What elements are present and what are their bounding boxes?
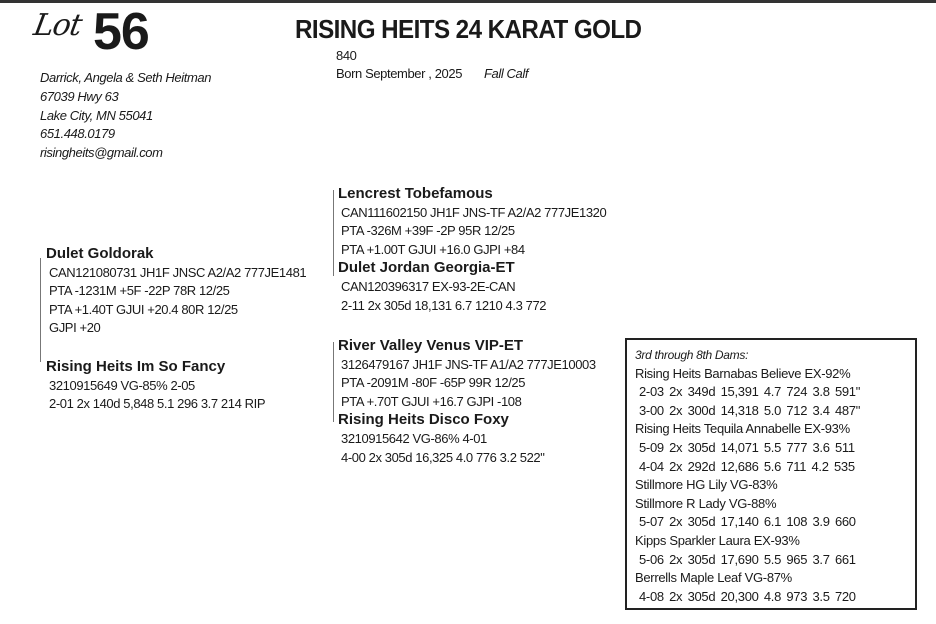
consignor-name: Darrick, Angela & Seth Heitman xyxy=(40,70,212,85)
dam-record-line: 5-06 2x 305d 17,690 5.5 965 3.7 661 xyxy=(639,551,856,567)
consignor-phone: 651.448.0179 xyxy=(40,126,115,142)
dam-line: 3210915649 VG-85% 2-05 xyxy=(49,377,195,393)
sire-sire-line: PTA -326M +39F -2P 95R 12/25 xyxy=(341,223,515,239)
dam-record-line: 5-07 2x 305d 17,140 6.1 108 3.9 660 xyxy=(639,514,856,530)
sire-sire-line: PTA +1.00T GJUI +16.0 GJPI +84 xyxy=(341,241,525,257)
sire-line: PTA -1231M +5F -22P 78R 12/25 xyxy=(49,283,230,299)
dam-name: Berrells Maple Leaf VG-87% xyxy=(635,570,792,586)
animal-title: RISING HEITS 24 KARAT GOLD xyxy=(295,14,642,44)
sire-dam-line: 2-11 2x 305d 18,131 6.7 1210 4.3 772 xyxy=(341,297,547,313)
dam-sire-line: PTA +.70T GJUI +16.7 GJPI -108 xyxy=(341,393,522,409)
consignor-city: Lake City, MN 55041 xyxy=(40,107,153,123)
dam-name: Stillmore R Lady VG-88% xyxy=(635,495,777,511)
dam-sire-name: River Valley Venus VIP-ET xyxy=(338,337,524,354)
sire-sire-block xyxy=(338,185,606,315)
consignor-address: 67039 Hwy 63 xyxy=(40,88,119,104)
dam-line: 2-01 2x 140d 5,848 5.1 296 3.7 214 RIP xyxy=(49,396,266,412)
animal-id: 840 xyxy=(336,48,357,63)
sire-line: GJPI +20 xyxy=(49,320,101,336)
sire-sire-name: Lencrest Tobefamous xyxy=(338,185,493,202)
calf-class: Fall Calf xyxy=(484,66,529,81)
consignor-email[interactable]: risingheits@gmail.com xyxy=(40,145,163,161)
dam-sire-line: 3126479167 JH1F JNS-TF A1/A2 777JE10003 xyxy=(341,356,596,372)
dam-sire-line: PTA -2091M -80F -65P 99R 12/25 xyxy=(341,375,526,391)
dam-record-line: 5-09 2x 305d 14,071 5.5 777 3.6 511 xyxy=(639,439,855,455)
sire-sire-line: CAN111602150 JH1F JNS-TF A2/A2 777JE1320 xyxy=(341,204,607,220)
dam-name: Rising Heits Barnabas Believe EX-92% xyxy=(635,365,851,381)
dams-box-header: 3rd through 8th Dams: xyxy=(635,348,749,362)
pedigree-bracket xyxy=(333,342,334,422)
sire-block xyxy=(46,245,306,338)
sire-name: Dulet Goldorak xyxy=(46,245,154,262)
pedigree-bracket xyxy=(40,258,41,362)
dam-record-line: 2-03 2x 349d 15,391 4.7 724 3.8 591" xyxy=(639,384,861,400)
dam-record-line: 4-08 2x 305d 20,300 4.8 973 3.5 720 xyxy=(639,588,856,604)
dam-dam-line: 4-00 2x 305d 16,325 4.0 776 3.2 522" xyxy=(341,449,545,465)
birth-date: Born September , 2025 xyxy=(336,66,463,81)
sire-line: PTA +1.40T GJUI +20.4 80R 12/25 xyxy=(49,301,238,317)
sire-dam-name: Dulet Jordan Georgia-ET xyxy=(338,259,515,277)
dam-name: Stillmore HG Lily VG-83% xyxy=(635,477,778,493)
sire-line: CAN121080731 JH1F JNSC A2/A2 777JE1481 xyxy=(49,264,307,280)
lot-label: Lot xyxy=(30,8,85,43)
dam-dam-name: Rising Heits Disco Foxy xyxy=(338,411,509,429)
pedigree-bracket xyxy=(333,190,334,276)
sire-dam-line: CAN120396317 EX-93-2E-CAN xyxy=(341,278,516,294)
dam-record-line: 4-04 2x 292d 12,686 5.6 711 4.2 535 xyxy=(639,458,855,474)
dam-dam-line: 3210915642 VG-86% 4-01 xyxy=(341,430,487,446)
dam-record-line: 3-00 2x 300d 14,318 5.0 712 3.4 487" xyxy=(639,402,861,418)
dam-name: Kipps Sparkler Laura EX-93% xyxy=(635,532,800,548)
consignor-info xyxy=(40,69,211,163)
dam-name: Rising Heits Tequila Annabelle EX-93% xyxy=(635,421,850,437)
dam-name: Rising Heits Im So Fancy xyxy=(46,358,226,375)
lot-number: 56 xyxy=(93,3,149,61)
dam-block xyxy=(46,358,265,414)
dams-box xyxy=(625,338,917,610)
dam-sire-block xyxy=(338,337,596,467)
